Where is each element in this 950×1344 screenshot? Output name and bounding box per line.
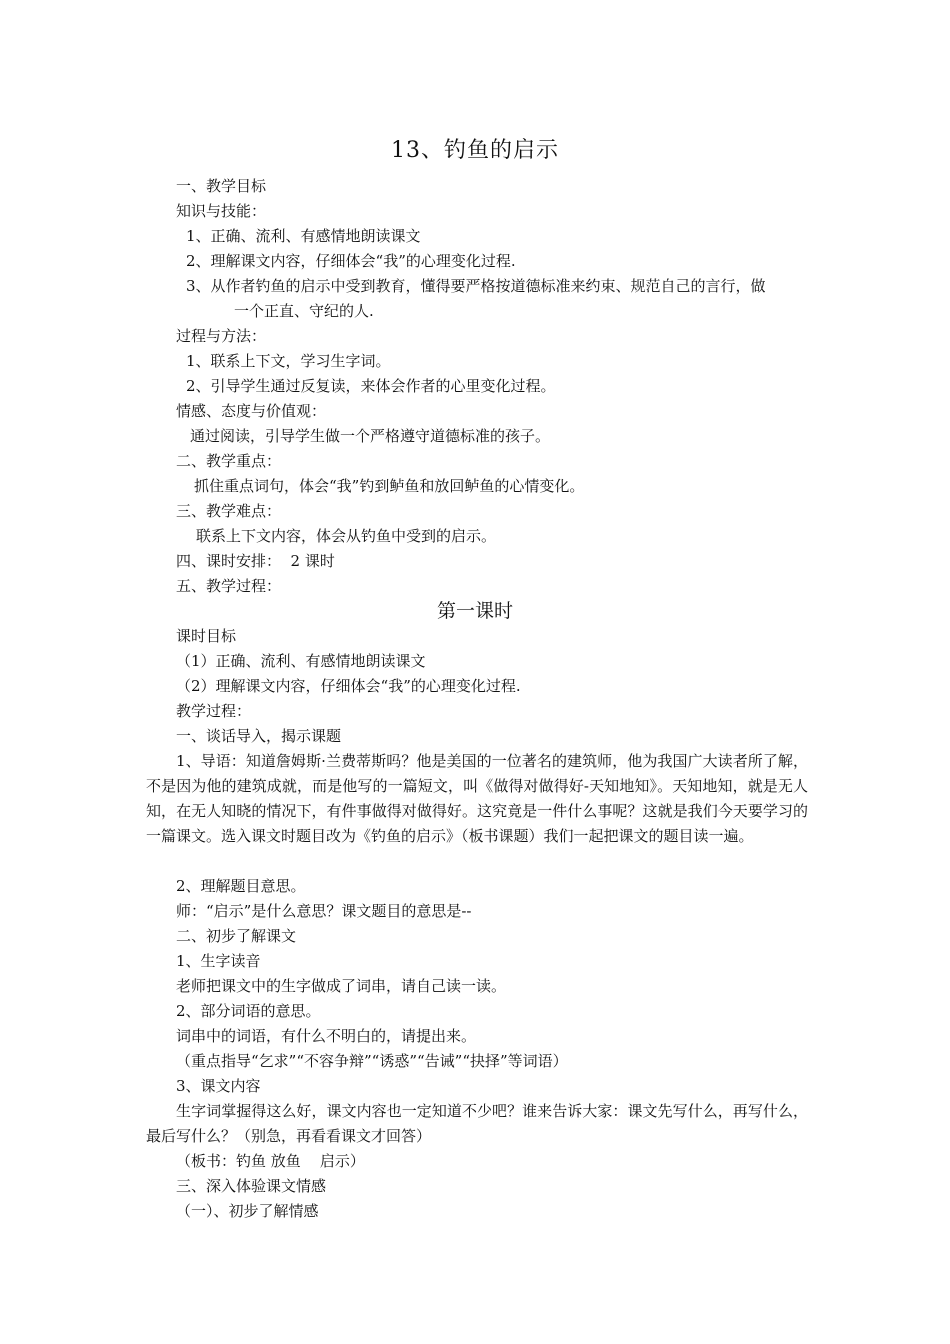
text-line: 2、部分词语的意思。 <box>176 1002 321 1020</box>
text-line: 3、课文内容 <box>176 1077 261 1095</box>
lesson-subtitle: 第一课时 <box>436 600 513 622</box>
section-heading: 三、深入体验课文情感 <box>176 1177 327 1195</box>
section-heading: 五、教学过程： <box>176 577 282 595</box>
list-item: （1）正确、流利、有感情地朗读课文 <box>176 652 426 670</box>
section-heading: 三、教学难点： <box>176 502 282 520</box>
section-heading: 一、教学目标 <box>176 177 267 195</box>
section-heading: 二、教学重点： <box>176 452 282 470</box>
paragraph-text: 1、导语：知道詹姆斯·兰费蒂斯吗？他是美国的一位著名的建筑师，他为我国广大读者所了解，不是因为他的建筑成就，而是他写的一篇短文，叫《做得对做得好-天知地知》。天知地知，就是无人知，在无人知晓的情况下，有件事做得对做得好。这究竟是一件什么事呢？这就是我们今天要学习的一篇课文。选入课文时题目改为《钓鱼的启示》（板书课题）我们一起把课文的题目读一遍。 <box>146 752 808 845</box>
text-line: 2、理解题目意思。 <box>176 877 306 895</box>
document-title: 13、钓鱼的启示 <box>391 138 559 163</box>
text-line: 1、生字读音 <box>176 952 261 970</box>
list-item: （2）理解课文内容，仔细体会“我”的心理变化过程. <box>176 677 521 695</box>
list-item: 3、从作者钓鱼的启示中受到教育，懂得要严格按道德标准来约束、规范自己的言行，做 <box>186 277 766 295</box>
text-line: （重点指导“乞求”“不容争辩”“诱惑”“告诫”“抉择”等词语） <box>176 1052 568 1070</box>
subheading: 课时目标 <box>176 627 237 645</box>
section-heading: 四、课时安排： 2 课时 <box>176 552 335 570</box>
subheading: 知识与技能： <box>176 202 267 220</box>
text-line: 抓住重点词句，体会“我”钓到鲈鱼和放回鲈鱼的心情变化。 <box>194 477 585 495</box>
list-item: 1、联系上下文，学习生字词。 <box>186 352 391 370</box>
list-item-continuation: 一个正直、守纪的人. <box>234 302 374 320</box>
subheading: 过程与方法： <box>176 327 267 345</box>
text-line: 师：“启示”是什么意思？课文题目的意思是-- <box>176 902 472 920</box>
paragraph <box>146 749 808 849</box>
text-line: （板书：钓鱼 放鱼 启示） <box>176 1152 365 1170</box>
section-heading: 一、谈话导入，揭示课题 <box>176 727 342 745</box>
subheading: 教学过程： <box>176 702 252 720</box>
subheading: （一）、初步了解情感 <box>176 1202 319 1220</box>
text-line: 词串中的词语，有什么不明白的，请提出来。 <box>176 1027 477 1045</box>
paragraph <box>146 1099 808 1149</box>
text-line: 联系上下文内容，体会从钓鱼中受到的启示。 <box>196 527 497 545</box>
text-line: 通过阅读，引导学生做一个严格遵守道德标准的孩子。 <box>190 427 551 445</box>
list-item: 1、正确、流利、有感情地朗读课文 <box>186 227 421 245</box>
paragraph-text: 生字词掌握得这么好，课文内容也一定知道不少吧？谁来告诉大家：课文先写什么，再写什么，最后写什么？（别急，再看看课文才回答） <box>146 1102 808 1145</box>
subheading: 情感、态度与价值观： <box>176 402 327 420</box>
list-item: 2、引导学生通过反复读，来体会作者的心里变化过程。 <box>186 377 556 395</box>
list-item: 2、理解课文内容，仔细体会“我”的心理变化过程. <box>186 252 516 270</box>
text-line: 老师把课文中的生字做成了词串，请自己读一读。 <box>176 977 507 995</box>
section-heading: 二、初步了解课文 <box>176 927 297 945</box>
